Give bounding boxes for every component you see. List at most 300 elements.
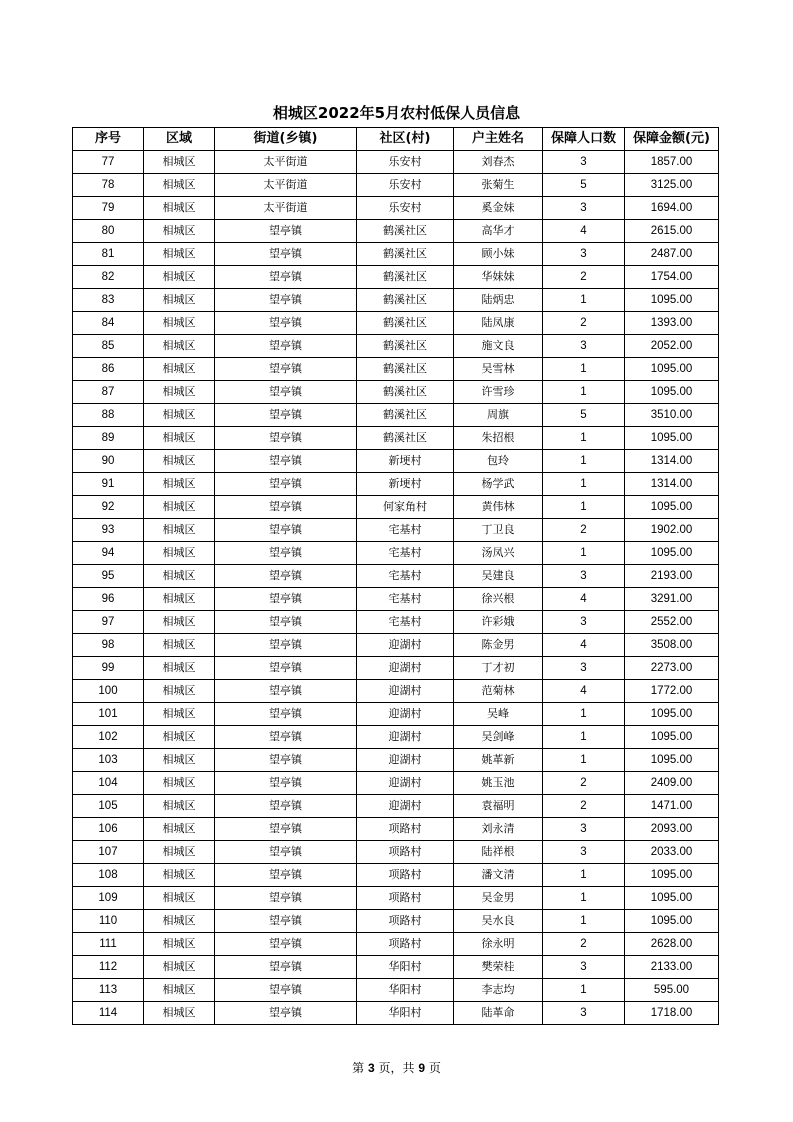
- cell-index: 113: [73, 979, 144, 1002]
- cell-community: 宅基村: [357, 588, 454, 611]
- cell-region: 相城区: [144, 910, 215, 933]
- cell-region: 相城区: [144, 496, 215, 519]
- cell-amount: 2628.00: [625, 933, 719, 956]
- cell-region: 相城区: [144, 404, 215, 427]
- cell-region: 相城区: [144, 634, 215, 657]
- cell-amount: 1902.00: [625, 519, 719, 542]
- table-row: [73, 496, 719, 519]
- column-header-index: 序号: [73, 128, 144, 151]
- table-row: [73, 519, 719, 542]
- page-title: 相城区2022年5月农村低保人员信息: [272, 104, 521, 122]
- cell-amount: 1095.00: [625, 289, 719, 312]
- cell-people-count: 4: [543, 634, 625, 657]
- cell-people-count: 2: [543, 266, 625, 289]
- cell-people-count: 1: [543, 427, 625, 450]
- cell-street: 望亭镇: [215, 749, 357, 772]
- cell-householder: 张菊生: [454, 174, 543, 197]
- cell-people-count: 1: [543, 542, 625, 565]
- column-header-amount: 保障金额(元): [625, 128, 719, 151]
- cell-people-count: 3: [543, 335, 625, 358]
- cell-index: 89: [73, 427, 144, 450]
- cell-people-count: 1: [543, 910, 625, 933]
- column-header-people-count: 保障人口数: [543, 128, 625, 151]
- cell-community: 鹤溪社区: [357, 404, 454, 427]
- footer-middle: 页，共: [378, 1061, 415, 1075]
- cell-amount: 1314.00: [625, 450, 719, 473]
- cell-amount: 2409.00: [625, 772, 719, 795]
- cell-street: 望亭镇: [215, 841, 357, 864]
- cell-street: 望亭镇: [215, 726, 357, 749]
- cell-index: 93: [73, 519, 144, 542]
- cell-people-count: 1: [543, 473, 625, 496]
- table-row: [73, 979, 719, 1002]
- column-header-householder: 户主姓名: [454, 128, 543, 151]
- cell-street: 望亭镇: [215, 611, 357, 634]
- cell-amount: 1095.00: [625, 542, 719, 565]
- cell-householder: 吴建良: [454, 565, 543, 588]
- cell-community: 何家角村: [357, 496, 454, 519]
- cell-region: 相城区: [144, 657, 215, 680]
- cell-region: 相城区: [144, 703, 215, 726]
- cell-people-count: 5: [543, 174, 625, 197]
- cell-householder: 陆祥根: [454, 841, 543, 864]
- column-header-street: 街道(乡镇): [215, 128, 357, 151]
- cell-amount: 3508.00: [625, 634, 719, 657]
- cell-amount: 1314.00: [625, 473, 719, 496]
- cell-householder: 包玲: [454, 450, 543, 473]
- cell-index: 109: [73, 887, 144, 910]
- cell-region: 相城区: [144, 1002, 215, 1025]
- cell-people-count: 3: [543, 956, 625, 979]
- table-row: [73, 588, 719, 611]
- cell-amount: 1393.00: [625, 312, 719, 335]
- cell-amount: 3510.00: [625, 404, 719, 427]
- cell-householder: 黄伟林: [454, 496, 543, 519]
- cell-community: 项路村: [357, 933, 454, 956]
- table-row: [73, 726, 719, 749]
- cell-street: 望亭镇: [215, 450, 357, 473]
- table-row: [73, 887, 719, 910]
- cell-people-count: 2: [543, 933, 625, 956]
- header-row: [73, 128, 719, 151]
- cell-amount: 2273.00: [625, 657, 719, 680]
- cell-street: 望亭镇: [215, 519, 357, 542]
- cell-community: 迎湖村: [357, 795, 454, 818]
- cell-householder: 陆凤康: [454, 312, 543, 335]
- cell-householder: 李志均: [454, 979, 543, 1002]
- cell-people-count: 3: [543, 611, 625, 634]
- cell-index: 114: [73, 1002, 144, 1025]
- cell-amount: 1095.00: [625, 358, 719, 381]
- cell-region: 相城区: [144, 220, 215, 243]
- cell-community: 项路村: [357, 818, 454, 841]
- cell-community: 宅基村: [357, 611, 454, 634]
- cell-index: 82: [73, 266, 144, 289]
- cell-street: 望亭镇: [215, 427, 357, 450]
- cell-index: 112: [73, 956, 144, 979]
- cell-region: 相城区: [144, 335, 215, 358]
- cell-index: 103: [73, 749, 144, 772]
- cell-community: 迎湖村: [357, 726, 454, 749]
- cell-people-count: 4: [543, 680, 625, 703]
- cell-region: 相城区: [144, 979, 215, 1002]
- cell-region: 相城区: [144, 381, 215, 404]
- cell-people-count: 2: [543, 772, 625, 795]
- table-row: [73, 1002, 719, 1025]
- page-footer: [0, 1059, 793, 1076]
- cell-street: 望亭镇: [215, 818, 357, 841]
- table-row: [73, 289, 719, 312]
- cell-region: 相城区: [144, 542, 215, 565]
- column-header-community: 社区(村): [357, 128, 454, 151]
- cell-community: 乐安村: [357, 197, 454, 220]
- cell-householder: 施文良: [454, 335, 543, 358]
- cell-amount: 1772.00: [625, 680, 719, 703]
- cell-street: 望亭镇: [215, 243, 357, 266]
- cell-street: 望亭镇: [215, 703, 357, 726]
- cell-amount: 1095.00: [625, 887, 719, 910]
- footer-suffix: 页: [428, 1061, 441, 1075]
- cell-community: 迎湖村: [357, 657, 454, 680]
- cell-street: 太平街道: [215, 197, 357, 220]
- table-row: [73, 634, 719, 657]
- cell-index: 108: [73, 864, 144, 887]
- table-row: [73, 703, 719, 726]
- cell-householder: 周旗: [454, 404, 543, 427]
- cell-street: 望亭镇: [215, 956, 357, 979]
- cell-community: 迎湖村: [357, 749, 454, 772]
- cell-index: 90: [73, 450, 144, 473]
- table-row: [73, 841, 719, 864]
- cell-street: 望亭镇: [215, 772, 357, 795]
- cell-region: 相城区: [144, 933, 215, 956]
- table-row: [73, 450, 719, 473]
- table-row: [73, 864, 719, 887]
- cell-householder: 徐兴根: [454, 588, 543, 611]
- cell-people-count: 4: [543, 588, 625, 611]
- cell-street: 望亭镇: [215, 312, 357, 335]
- cell-people-count: 4: [543, 220, 625, 243]
- cell-people-count: 2: [543, 519, 625, 542]
- cell-region: 相城区: [144, 680, 215, 703]
- cell-street: 望亭镇: [215, 542, 357, 565]
- cell-people-count: 1: [543, 887, 625, 910]
- table-row: [73, 772, 719, 795]
- table-row: [73, 956, 719, 979]
- cell-region: 相城区: [144, 197, 215, 220]
- cell-householder: 吴水良: [454, 910, 543, 933]
- cell-amount: 2093.00: [625, 818, 719, 841]
- cell-region: 相城区: [144, 795, 215, 818]
- cell-amount: 2052.00: [625, 335, 719, 358]
- table-row: [73, 680, 719, 703]
- cell-street: 望亭镇: [215, 358, 357, 381]
- table-row: [73, 197, 719, 220]
- cell-amount: 2193.00: [625, 565, 719, 588]
- cell-community: 项路村: [357, 864, 454, 887]
- cell-index: 84: [73, 312, 144, 335]
- cell-amount: 1095.00: [625, 381, 719, 404]
- cell-householder: 顾小妹: [454, 243, 543, 266]
- cell-people-count: 3: [543, 565, 625, 588]
- cell-street: 望亭镇: [215, 910, 357, 933]
- cell-community: 宅基村: [357, 519, 454, 542]
- cell-street: 望亭镇: [215, 657, 357, 680]
- cell-householder: 袁福明: [454, 795, 543, 818]
- cell-community: 鹤溪社区: [357, 358, 454, 381]
- cell-householder: 丁才初: [454, 657, 543, 680]
- cell-householder: 吴金男: [454, 887, 543, 910]
- cell-index: 102: [73, 726, 144, 749]
- cell-region: 相城区: [144, 473, 215, 496]
- cell-community: 鹤溪社区: [357, 289, 454, 312]
- cell-amount: 2552.00: [625, 611, 719, 634]
- cell-householder: 潘文清: [454, 864, 543, 887]
- cell-street: 太平街道: [215, 151, 357, 174]
- cell-people-count: 1: [543, 864, 625, 887]
- cell-householder: 吴剑峰: [454, 726, 543, 749]
- cell-street: 望亭镇: [215, 887, 357, 910]
- table-row: [73, 749, 719, 772]
- cell-index: 105: [73, 795, 144, 818]
- cell-amount: 1095.00: [625, 496, 719, 519]
- cell-householder: 吴峰: [454, 703, 543, 726]
- cell-region: 相城区: [144, 956, 215, 979]
- cell-amount: 1095.00: [625, 864, 719, 887]
- table-row: [73, 933, 719, 956]
- cell-community: 鹤溪社区: [357, 243, 454, 266]
- cell-street: 望亭镇: [215, 565, 357, 588]
- cell-index: 91: [73, 473, 144, 496]
- table-row: [73, 335, 719, 358]
- table-row: [73, 795, 719, 818]
- cell-index: 97: [73, 611, 144, 634]
- cell-street: 望亭镇: [215, 404, 357, 427]
- cell-householder: 丁卫良: [454, 519, 543, 542]
- cell-amount: 2033.00: [625, 841, 719, 864]
- table-row: [73, 657, 719, 680]
- cell-street: 望亭镇: [215, 588, 357, 611]
- cell-region: 相城区: [144, 312, 215, 335]
- cell-street: 望亭镇: [215, 473, 357, 496]
- cell-community: 鹤溪社区: [357, 312, 454, 335]
- cell-community: 鹤溪社区: [357, 335, 454, 358]
- cell-amount: 1471.00: [625, 795, 719, 818]
- table-row: [73, 174, 719, 197]
- cell-index: 95: [73, 565, 144, 588]
- cell-householder: 许雪珍: [454, 381, 543, 404]
- cell-people-count: 1: [543, 289, 625, 312]
- cell-community: 鹤溪社区: [357, 427, 454, 450]
- cell-index: 104: [73, 772, 144, 795]
- cell-people-count: 1: [543, 979, 625, 1002]
- cell-amount: 2133.00: [625, 956, 719, 979]
- cell-index: 94: [73, 542, 144, 565]
- cell-community: 项路村: [357, 841, 454, 864]
- cell-people-count: 5: [543, 404, 625, 427]
- cell-index: 79: [73, 197, 144, 220]
- cell-region: 相城区: [144, 243, 215, 266]
- cell-index: 81: [73, 243, 144, 266]
- table-row: [73, 381, 719, 404]
- cell-street: 望亭镇: [215, 634, 357, 657]
- cell-street: 望亭镇: [215, 335, 357, 358]
- cell-street: 望亭镇: [215, 381, 357, 404]
- cell-community: 宅基村: [357, 542, 454, 565]
- cell-householder: 杨学武: [454, 473, 543, 496]
- cell-people-count: 1: [543, 496, 625, 519]
- cell-street: 望亭镇: [215, 933, 357, 956]
- cell-index: 107: [73, 841, 144, 864]
- cell-householder: 姚玉池: [454, 772, 543, 795]
- cell-amount: 3291.00: [625, 588, 719, 611]
- cell-amount: 1718.00: [625, 1002, 719, 1025]
- cell-region: 相城区: [144, 427, 215, 450]
- cell-community: 迎湖村: [357, 703, 454, 726]
- cell-amount: 1095.00: [625, 703, 719, 726]
- cell-index: 99: [73, 657, 144, 680]
- table-row: [73, 266, 719, 289]
- cell-amount: 1857.00: [625, 151, 719, 174]
- cell-community: 华阳村: [357, 979, 454, 1002]
- cell-amount: 3125.00: [625, 174, 719, 197]
- cell-region: 相城区: [144, 818, 215, 841]
- cell-community: 鹤溪社区: [357, 381, 454, 404]
- cell-people-count: 3: [543, 657, 625, 680]
- cell-community: 华阳村: [357, 1002, 454, 1025]
- cell-community: 新埂村: [357, 473, 454, 496]
- cell-street: 望亭镇: [215, 795, 357, 818]
- cell-region: 相城区: [144, 289, 215, 312]
- cell-index: 77: [73, 151, 144, 174]
- column-header-region: 区域: [144, 128, 215, 151]
- table-row: [73, 404, 719, 427]
- cell-region: 相城区: [144, 841, 215, 864]
- cell-householder: 陈金男: [454, 634, 543, 657]
- cell-region: 相城区: [144, 772, 215, 795]
- cell-amount: 595.00: [625, 979, 719, 1002]
- cell-index: 92: [73, 496, 144, 519]
- cell-people-count: 3: [543, 1002, 625, 1025]
- cell-community: 宅基村: [357, 565, 454, 588]
- cell-index: 96: [73, 588, 144, 611]
- cell-community: 迎湖村: [357, 680, 454, 703]
- table-row: [73, 220, 719, 243]
- cell-people-count: 2: [543, 312, 625, 335]
- cell-street: 望亭镇: [215, 220, 357, 243]
- cell-index: 86: [73, 358, 144, 381]
- cell-community: 项路村: [357, 910, 454, 933]
- cell-people-count: 1: [543, 381, 625, 404]
- cell-region: 相城区: [144, 611, 215, 634]
- cell-people-count: 1: [543, 749, 625, 772]
- table-row: [73, 473, 719, 496]
- table-row: [73, 611, 719, 634]
- cell-householder: 吴雪林: [454, 358, 543, 381]
- cell-region: 相城区: [144, 864, 215, 887]
- cell-region: 相城区: [144, 358, 215, 381]
- cell-community: 乐安村: [357, 174, 454, 197]
- cell-street: 太平街道: [215, 174, 357, 197]
- cell-index: 83: [73, 289, 144, 312]
- cell-amount: 1095.00: [625, 427, 719, 450]
- cell-householder: 朱招根: [454, 427, 543, 450]
- cell-amount: 1095.00: [625, 726, 719, 749]
- cell-street: 望亭镇: [215, 979, 357, 1002]
- cell-people-count: 3: [543, 243, 625, 266]
- cell-people-count: 1: [543, 726, 625, 749]
- data-table: [72, 127, 719, 1025]
- cell-region: 相城区: [144, 266, 215, 289]
- cell-amount: 1095.00: [625, 910, 719, 933]
- cell-index: 101: [73, 703, 144, 726]
- cell-community: 项路村: [357, 887, 454, 910]
- cell-street: 望亭镇: [215, 1002, 357, 1025]
- footer-total-pages: 9: [418, 1061, 426, 1075]
- cell-region: 相城区: [144, 519, 215, 542]
- table-row: [73, 151, 719, 174]
- cell-people-count: 1: [543, 450, 625, 473]
- cell-index: 78: [73, 174, 144, 197]
- cell-amount: 2615.00: [625, 220, 719, 243]
- cell-people-count: 1: [543, 358, 625, 381]
- cell-index: 87: [73, 381, 144, 404]
- cell-region: 相城区: [144, 749, 215, 772]
- table-row: [73, 818, 719, 841]
- cell-householder: 许彩娥: [454, 611, 543, 634]
- cell-region: 相城区: [144, 588, 215, 611]
- cell-region: 相城区: [144, 450, 215, 473]
- cell-people-count: 3: [543, 841, 625, 864]
- cell-householder: 姚革新: [454, 749, 543, 772]
- cell-amount: 1095.00: [625, 749, 719, 772]
- cell-people-count: 2: [543, 795, 625, 818]
- cell-street: 望亭镇: [215, 266, 357, 289]
- cell-community: 新埂村: [357, 450, 454, 473]
- cell-amount: 1754.00: [625, 266, 719, 289]
- cell-householder: 华妹妹: [454, 266, 543, 289]
- cell-index: 110: [73, 910, 144, 933]
- cell-householder: 范菊林: [454, 680, 543, 703]
- cell-region: 相城区: [144, 726, 215, 749]
- cell-amount: 1694.00: [625, 197, 719, 220]
- table-row: [73, 243, 719, 266]
- cell-community: 鹤溪社区: [357, 220, 454, 243]
- table-row: [73, 910, 719, 933]
- cell-index: 111: [73, 933, 144, 956]
- table-row: [73, 427, 719, 450]
- footer-current-page: 3: [367, 1061, 375, 1075]
- cell-householder: 樊荣桂: [454, 956, 543, 979]
- cell-street: 望亭镇: [215, 496, 357, 519]
- table-row: [73, 542, 719, 565]
- cell-street: 望亭镇: [215, 864, 357, 887]
- cell-index: 98: [73, 634, 144, 657]
- cell-householder: 刘永清: [454, 818, 543, 841]
- cell-index: 106: [73, 818, 144, 841]
- cell-householder: 刘春杰: [454, 151, 543, 174]
- cell-householder: 汤凤兴: [454, 542, 543, 565]
- table-row: [73, 358, 719, 381]
- cell-region: 相城区: [144, 151, 215, 174]
- cell-region: 相城区: [144, 887, 215, 910]
- cell-people-count: 3: [543, 151, 625, 174]
- cell-community: 迎湖村: [357, 634, 454, 657]
- cell-street: 望亭镇: [215, 680, 357, 703]
- cell-index: 80: [73, 220, 144, 243]
- footer-prefix: 第: [352, 1061, 365, 1075]
- cell-householder: 徐永明: [454, 933, 543, 956]
